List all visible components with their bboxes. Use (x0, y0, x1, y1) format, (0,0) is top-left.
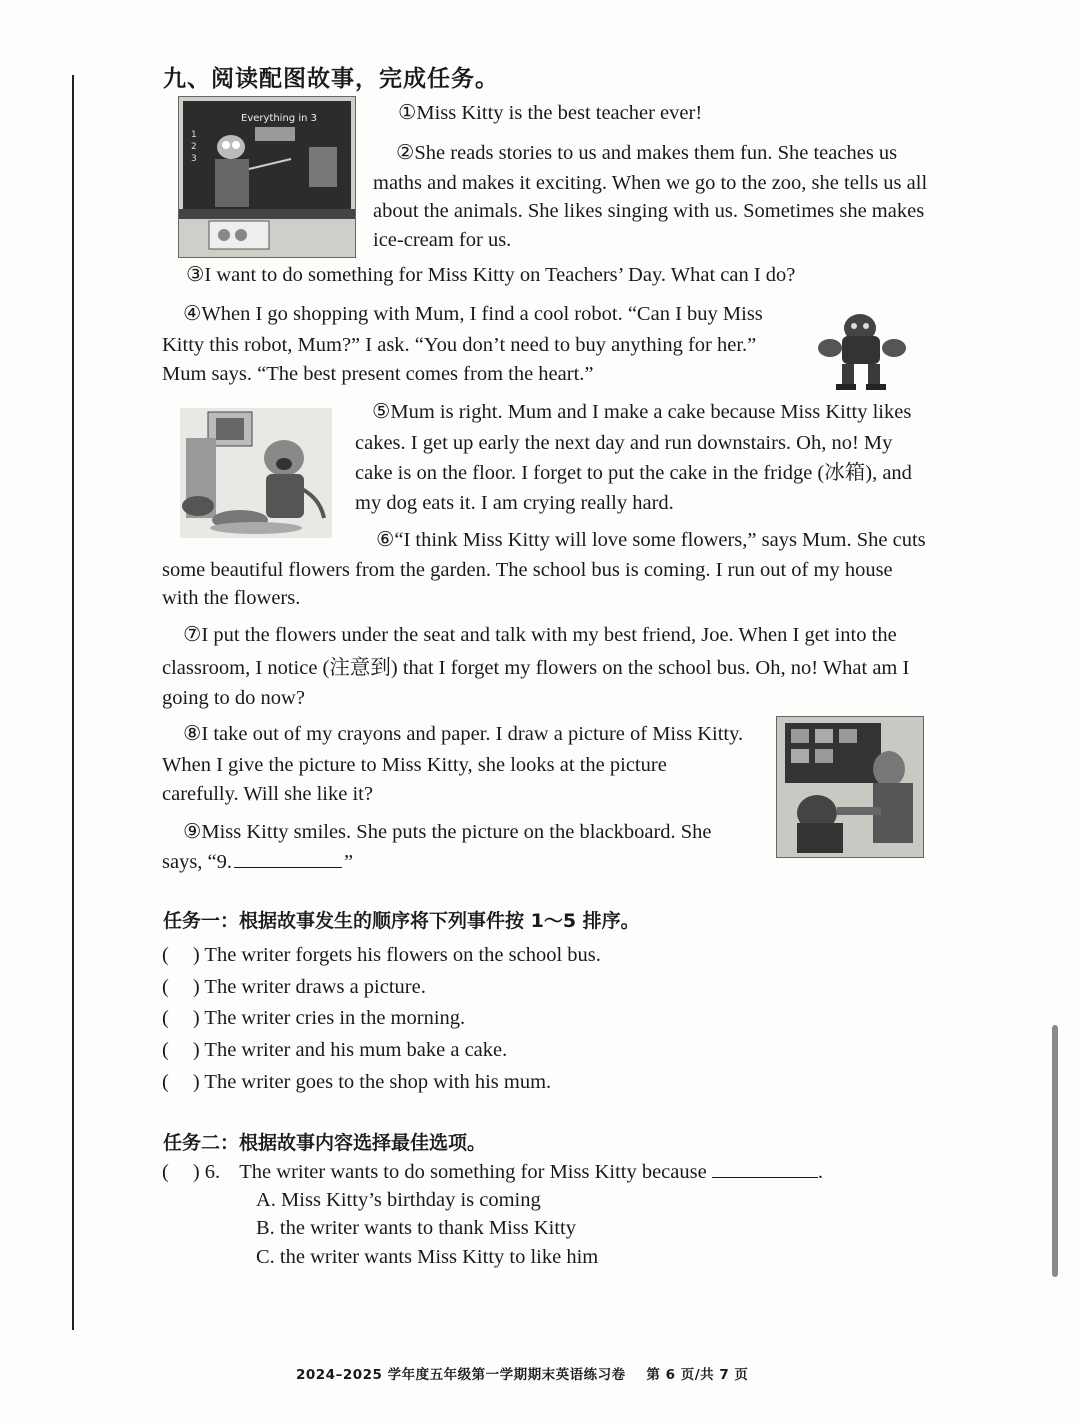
story-p5-line3: cake is on the floor. I forget to put the cake in the fridge (冰箱), and (355, 462, 912, 484)
teacher-blackboard-illustration (178, 96, 356, 258)
story-p8-line1: ⑧I take out of my crayons and paper. I draw a picture of Miss Kitty. (183, 723, 744, 745)
story-p1: ①Miss Kitty is the best teacher ever! (398, 102, 703, 124)
question-stem: The writer wants to do something for Miss Kitty because (239, 1161, 707, 1183)
story-p7-line1: ⑦I put the flowers under the seat and talk with my best friend, Joe. When I get into the (183, 624, 897, 646)
option-a[interactable]: A. Miss Kitty’s birthday is coming (256, 1189, 541, 1211)
crying-boy-dog-illustration (180, 408, 332, 538)
task1-item-text: The writer cries in the morning. (204, 1007, 466, 1029)
question-number: ) 6. (192, 1161, 221, 1183)
story-p7-line3: going to do now? (162, 687, 305, 709)
answer-paren-close: ) (192, 1071, 200, 1093)
story-p5-line1: ⑤Mum is right. Mum and I make a cake because Miss Kitty likes (372, 401, 912, 423)
story-p9-line2 (162, 848, 353, 877)
task1-item-3 (162, 1004, 465, 1033)
story-p5-line2: cakes. I get up early the next day and run downstairs. Oh, no! My (355, 432, 893, 454)
answer-paren-open[interactable]: ( (162, 944, 169, 966)
story-p4-line2: Kitty this robot, Mum?” I ask. “You don’t need to buy anything for her.” (162, 334, 757, 356)
margin-line (72, 75, 74, 1330)
story-p9-line1: ⑨Miss Kitty smiles. She puts the picture on the blackboard. She (183, 821, 712, 843)
story-p4-line1: ④When I go shopping with Mum, I find a cool robot. “Can I buy Miss (183, 303, 763, 325)
answer-paren-open[interactable]: ( (162, 1039, 169, 1061)
answer-paren-open[interactable]: ( (162, 1071, 169, 1093)
story-p3: ③I want to do something for Miss Kitty on Teachers’ Day. What can I do? (186, 264, 796, 286)
option-c[interactable]: C. the writer wants Miss Kitty to like him (256, 1246, 599, 1268)
task1-item-1 (162, 941, 601, 970)
answer-paren-close: ) (192, 1039, 200, 1061)
story-p7-line2: classroom, I notice (注意到) that I forget my flowers on the school bus. Oh, no! What am I (162, 657, 910, 679)
task1-item-4 (162, 1036, 507, 1065)
task1-item-text: The writer draws a picture. (204, 976, 426, 998)
question-6 (162, 1158, 823, 1187)
classroom-drawing-illustration (776, 716, 924, 858)
blackboard-caption: Everything in 3 (241, 113, 317, 124)
task1-item-text: The writer forgets his flowers on the school bus. (204, 944, 601, 966)
story-p9-suffix: ” (344, 851, 354, 873)
svg-text:1: 1 (191, 130, 197, 140)
answer-paren-open[interactable]: ( (162, 1007, 169, 1029)
story-p2-line3: about the animals. She likes singing with us. Sometimes she makes (373, 200, 925, 222)
story-p2-line4: ice-cream for us. (373, 229, 512, 251)
answer-paren-open[interactable]: ( (162, 1161, 169, 1183)
answer-blank-9[interactable] (234, 867, 342, 868)
task1-item-text: The writer goes to the shop with his mum. (204, 1071, 552, 1093)
question-end: . (817, 1161, 823, 1183)
task2-title: 任务二：根据故事内容选择最佳选项。 (163, 1132, 487, 1154)
story-p8-line2: When I give the picture to Miss Kitty, she looks at the picture (162, 754, 667, 776)
page-footer: 2024–2025 学年度五年级第一学期期末英语练习卷 第 6 页/共 7 页 (296, 1367, 749, 1383)
story-p2-line2: maths and makes it exciting. When we go to the zoo, she tells us all (373, 172, 928, 194)
scrollbar[interactable] (1052, 1025, 1058, 1277)
task1-title: 任务一：根据故事发生的顺序将下列事件按 1～5 排序。 (163, 910, 640, 932)
svg-text:2: 2 (191, 142, 197, 152)
story-p6-line2: some beautiful flowers from the garden. The school bus is coming. I run out of my house (162, 559, 893, 581)
answer-paren-close: ) (192, 944, 200, 966)
task1-item-text: The writer and his mum bake a cake. (204, 1039, 508, 1061)
story-p4-line3: Mum says. “The best present comes from the heart.” (162, 363, 594, 385)
story-p6-line1: ⑥“I think Miss Kitty will love some flowers,” says Mum. She cuts (376, 529, 926, 551)
answer-blank-6[interactable] (712, 1177, 818, 1178)
task1-item-5 (162, 1068, 551, 1097)
option-b[interactable]: B. the writer wants to thank Miss Kitty (256, 1217, 577, 1239)
story-p6-line3: with the flowers. (162, 587, 301, 609)
answer-paren-close: ) (192, 976, 200, 998)
svg-text:3: 3 (191, 154, 197, 164)
task1-item-2 (162, 973, 426, 1002)
robot-illustration (812, 308, 912, 392)
story-p9-prefix: says, “9. (162, 851, 233, 873)
story-p2-line1: ②She reads stories to us and makes them fun. She teaches us (396, 142, 898, 164)
story-p5-line4: my dog eats it. I am crying really hard. (355, 492, 674, 514)
story-p8-line3: carefully. Will she like it? (162, 783, 373, 805)
answer-paren-close: ) (192, 1007, 200, 1029)
answer-paren-open[interactable]: ( (162, 976, 169, 998)
section-title: 九、阅读配图故事，完成任务。 (163, 66, 499, 92)
